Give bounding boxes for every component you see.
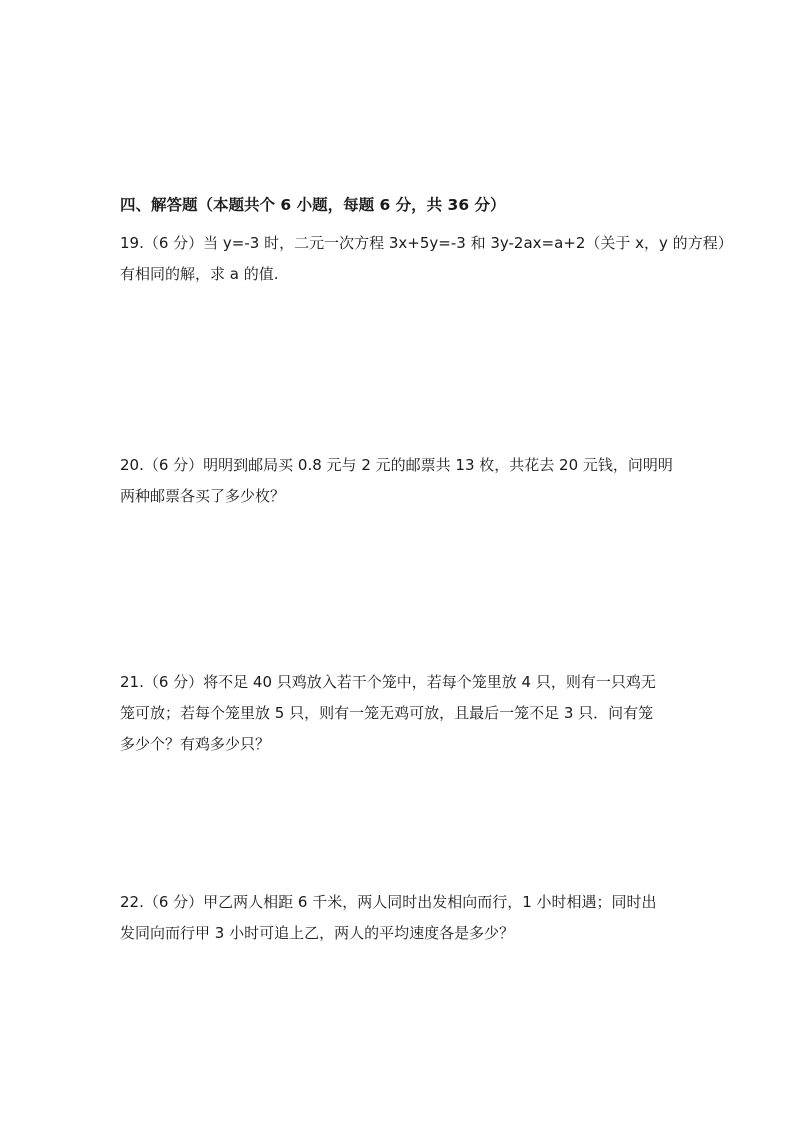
question-22 — [120, 887, 676, 949]
question-line: 20.（6 分）明明到邮局买 0.8 元与 2 元的邮票共 13 枚，共花去 20 元钱，问明明 — [120, 456, 673, 474]
question-line: 多少个？有鸡多少只？ — [120, 735, 271, 753]
question-line: 两种邮票各买了多少枚？ — [120, 487, 286, 505]
question-20 — [120, 450, 676, 512]
question-line: 笼可放；若每个笼里放 5 只，则有一笼无鸡可放，且最后一笼不足 3 只．问有笼 — [120, 704, 654, 722]
question-line: 22.（6 分）甲乙两人相距 6 千米，两人同时出发相向而行，1 小时相遇；同时出 — [120, 893, 657, 911]
question-line: 有相同的解，求 a 的值. — [120, 265, 279, 283]
section-heading: 四、解答题（本题共个 6 小题，每题 6 分，共 36 分） — [120, 196, 506, 214]
question-line: 21.（6 分）将不足 40 只鸡放入若干个笼中，若每个笼里放 4 只，则有一只鸡无 — [120, 673, 656, 691]
question-line: 发同向而行甲 3 小时可追上乙，两人的平均速度各是多少？ — [120, 924, 515, 942]
question-19 — [120, 228, 733, 290]
question-line: 19.（6 分）当 y=-3 时，二元一次方程 3x+5y=-3 和 3y-2ax=a+2（关于 x，y 的方程） — [120, 234, 733, 252]
question-21 — [120, 667, 676, 760]
